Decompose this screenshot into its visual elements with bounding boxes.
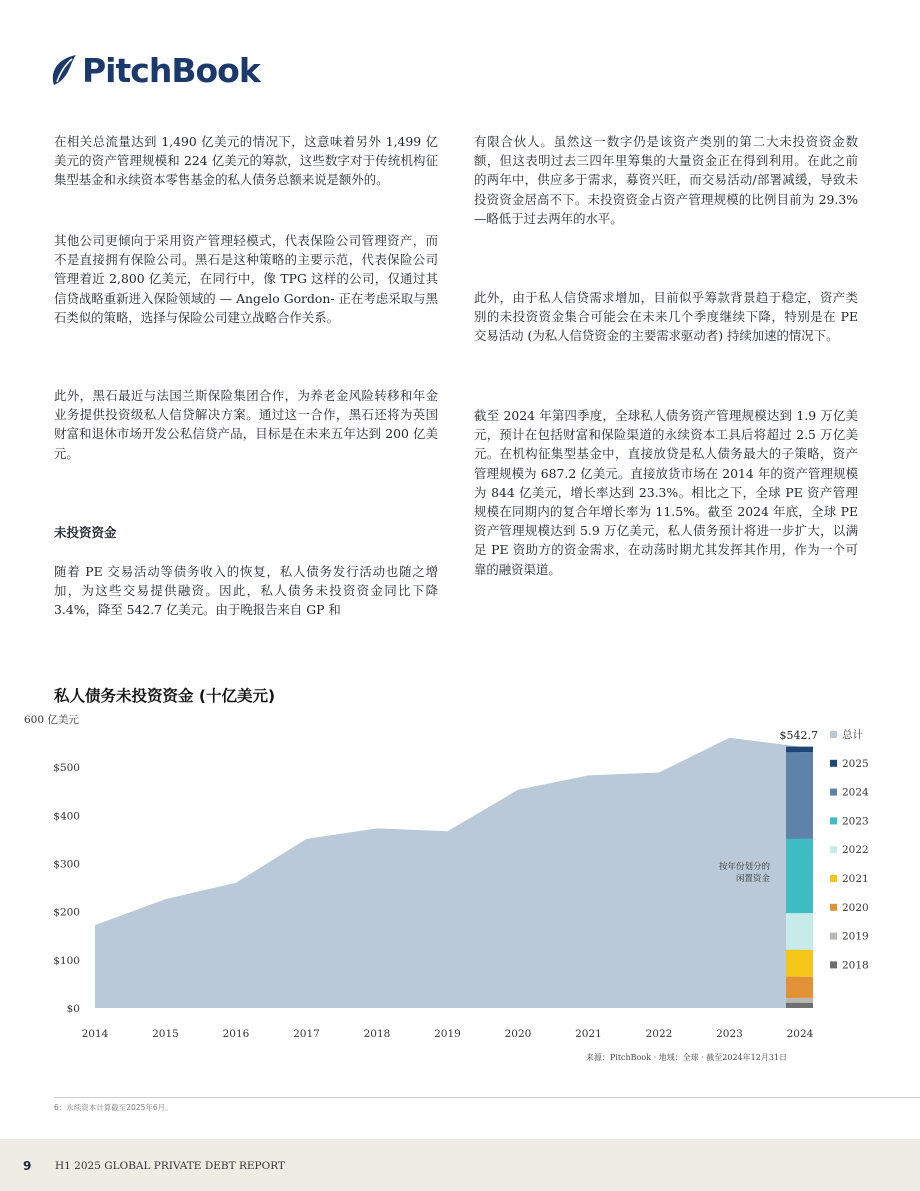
left-column [54, 132, 438, 632]
legend-swatch-2020 [830, 904, 837, 911]
left-paragraph-3: 此外，黑石最近与法国兰斯保险集团合作，为养老金风险转移和年金业务提供投资级私人信贷解决方案。通过这一合作，黑石还将为英国财富和退休市场开发公私信贷产品，目标是在未来五年达到 200 亿美元。 [54, 388, 438, 461]
stack-segment-2018 [786, 1003, 813, 1008]
stack-segment-2025 [786, 747, 813, 753]
legend-label-2019: 2019 [842, 930, 869, 943]
y-tick-label: $300 [53, 858, 80, 871]
x-tick-label: 2021 [575, 1028, 602, 1040]
right-paragraph-3: 截至 2024 年第四季度，全球私人债务资产管理规模达到 1.9 万亿美元，预计在包括财富和保险渠道的永续资本工具后将超过 2.5 万亿美元。在机构征集型基金中，直接放贷是私人债务最大的子策略，资产管理规模为 687.2 亿美元。直接放货市场在 2014 年的资产管理规模为 844 亿美元，增长率达到 23.3%。相比之下，全球 PE 资产管理规模在同期内的复合年增长率为 11.5%。截至 2024 年底，全球 PE 资产管理规模达到 5.9 万亿美元，私人债务预计将进一步扩大，以满足 PE 资助方的资金需求，在动荡时期尤其发挥其作用，作为一个可靠的融资渠道。 [474, 408, 858, 577]
x-tick-label: 2024 [786, 1028, 814, 1040]
legend-swatch-2025 [830, 760, 837, 767]
legend-label-总计: 总计 [842, 729, 863, 741]
total-dry-powder-area [95, 738, 800, 1008]
stack-annotation-line: 按年份划分的 [718, 862, 770, 872]
legend-swatch-总计 [830, 731, 837, 738]
legend-label-2022: 2022 [842, 844, 869, 857]
x-tick-label: 2020 [504, 1028, 532, 1040]
chart-source: 来源：PitchBook · 地域：全球 · 截至2024年12月31日 [585, 1053, 787, 1062]
legend-label-2018: 2018 [842, 959, 869, 972]
x-tick-label: 2022 [645, 1028, 673, 1040]
section-heading: 未投资资金 [54, 525, 117, 540]
legend-swatch-2021 [830, 875, 837, 882]
footnote: 6：永续资本计算截至2025年6月。 [54, 1103, 173, 1112]
legend-swatch-2019 [830, 933, 837, 940]
left-paragraph-4: 随着 PE 交易活动等债务收入的恢复，私人债务发行活动也随之增加，为这些交易提供融资。因此，私人债务未投资资金同比下降 3.4%，降至 542.7 亿美元。由于晚报告来自 GP 和 [54, 564, 438, 618]
end-value-label: $542.7 [779, 729, 818, 742]
y-axis-top-label: 600 亿美元 [24, 714, 79, 726]
dry-powder-chart [0, 706, 920, 1066]
legend-swatch-2023 [830, 817, 837, 824]
pitchbook-leaf-icon [48, 53, 78, 87]
stack-segment-2023 [786, 839, 813, 913]
legend-label-2021: 2021 [842, 873, 869, 885]
y-tick-label: $400 [53, 810, 80, 823]
brand-name: PitchBook [82, 50, 260, 90]
page-footer [0, 1139, 920, 1191]
stack-segment-2019 [786, 998, 813, 1003]
stack-segment-2022 [786, 913, 813, 950]
stack-segment-2021 [786, 950, 813, 977]
x-tick-label: 2015 [152, 1028, 179, 1040]
x-tick-label: 2014 [81, 1028, 109, 1040]
right-paragraph-2: 此外，由于私人信贷需求增加，目前似乎筹款背景趋于稳定，资产类别的未投资资金集合可能会在未来几个季度继续下降，特别是在 PE 交易活动 (为私人信贷资金的主要需求驱动者) 持续加速的情况下。 [474, 290, 858, 344]
y-tick-label: $0 [66, 1003, 80, 1015]
y-tick-label: $500 [53, 762, 80, 775]
chart-title: 私人债务未投资资金 (十亿美元) [54, 687, 276, 705]
left-paragraph-1: 在相关总流量达到 1,490 亿美元的情况下，这意味着另外 1,499 亿美元的资产管理规模和 224 亿美元的筹款，这些数字对于传统机构征集型基金和永续资本零售基金的私人债务总额来说是额外的。 [54, 134, 438, 188]
legend-swatch-2018 [830, 961, 837, 968]
stack-annotation-line: 闲置资金 [735, 874, 770, 884]
legend-label-2024: 2024 [842, 786, 869, 799]
x-tick-label: 2016 [222, 1028, 250, 1040]
legend-label-2025: 2025 [842, 757, 869, 770]
y-tick-label: $200 [53, 906, 80, 919]
x-tick-label: 2017 [293, 1028, 320, 1040]
x-tick-label: 2018 [363, 1028, 391, 1040]
legend-swatch-2022 [830, 846, 837, 853]
right-column [474, 132, 858, 582]
x-tick-label: 2023 [716, 1028, 743, 1040]
legend-label-2020: 2020 [842, 901, 869, 914]
y-tick-label: $100 [53, 954, 80, 967]
left-paragraph-2: 其他公司更倾向于采用资产管理轻模式，代表保险公司管理资产，而不是直接拥有保险公司。黑石是这种策略的主要示范，代表保险公司管理着近 2,800 亿美元，在同行中，像 TPG 这样的公司，仅通过其信贷战略重新进入保险领域的 — Angelo Gordon- 正在考虑采取与黑石类似的策略，选择与保险公司建立战略合作关系。 [54, 233, 438, 325]
legend-swatch-2024 [830, 789, 837, 796]
footnote-divider [54, 1097, 920, 1098]
legend-label-2023: 2023 [842, 815, 869, 828]
stack-segment-2020 [786, 977, 813, 998]
x-tick-label: 2019 [434, 1028, 461, 1040]
pitchbook-logo [48, 50, 260, 90]
stack-segment-2024 [786, 752, 813, 839]
report-title: H1 2025 GLOBAL PRIVATE DEBT REPORT [55, 1160, 285, 1172]
page-number: 9 [23, 1159, 32, 1173]
right-paragraph-1: 有限合伙人。虽然这一数字仍是该资产类别的第二大未投资资金数额，但这表明过去三四年里筹集的大量资金正在得到利用。在此之前的两年中，供应多于需求，募资兴旺，而交易活动/部署减缓，导致未投资资金居高不下。未投资资金占资产管理规模的比例目前为 29.3%—略低于过去两年的水平。 [474, 134, 858, 226]
